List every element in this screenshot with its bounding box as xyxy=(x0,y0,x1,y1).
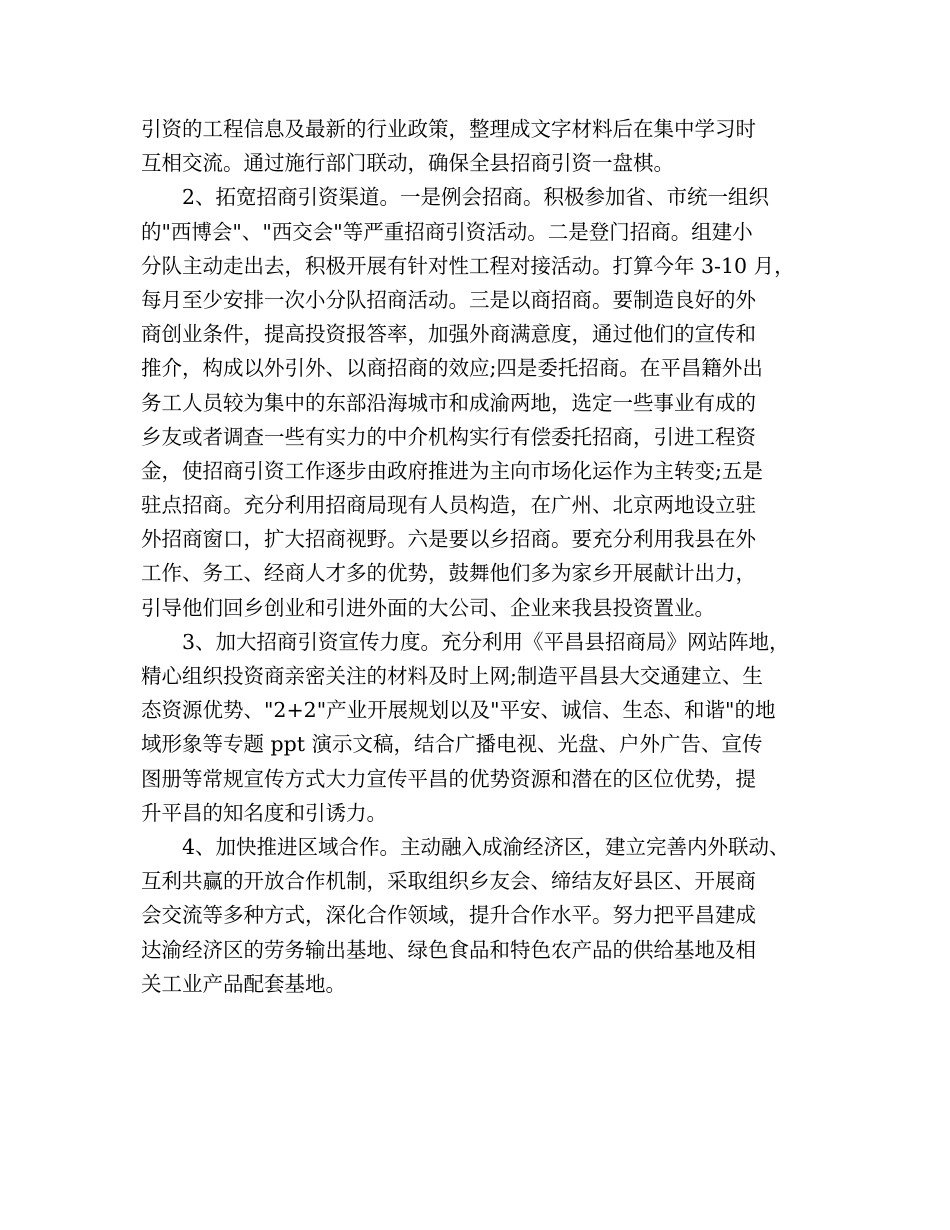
text-line: 互相交流。通过施行部门联动，确保全县招商引资一盘棋。 xyxy=(141,151,674,176)
text-line: 的"西博会"、"西交会"等严重招商引资活动。二是登门招商。组建小 xyxy=(141,219,753,244)
text-line: 会交流等多种方式，深化合作领域，提升合作水平。努力把平昌建成 xyxy=(141,903,756,928)
text-line: 乡友或者调查一些有实力的中介机构实行有偿委托招商，引进工程资 xyxy=(141,424,756,449)
text-line: 每月至少安排一次小分队招商活动。三是以商招商。要制造良好的外 xyxy=(141,287,756,312)
text-line: 升平昌的知名度和引诱力。 xyxy=(141,800,387,825)
text-line: 图册等常规宣传方式大力宣传平昌的优势资源和潜在的区位优势，提 xyxy=(141,766,756,791)
text-line: 金，使招商引资工作逐步由政府推进为主向市场化运作为主转变;五是 xyxy=(141,458,763,483)
text-line: 关工业产品配套基地。 xyxy=(141,971,346,996)
text-line: 3、加大招商引资宣传力度。充分利用《平昌县招商局》网站阵地， xyxy=(182,629,790,654)
text-line: 4、加快推进区域合作。主动融入成渝经济区，建立完善内外联动、 xyxy=(182,834,790,859)
document-body xyxy=(141,112,841,1001)
text-line: 达渝经济区的劳务输出基地、绿色食品和特色农产品的供给基地及相 xyxy=(141,937,756,962)
text-line: 域形象等专题 ppt 演示文稿，结合广播电视、光盘、户外广告、宣传 xyxy=(141,732,763,757)
paragraph-2 xyxy=(141,180,841,624)
text-line: 分队主动走出去，积极开展有针对性工程对接活动。打算今年 3-10 月， xyxy=(141,253,795,278)
text-line: 外招商窗口，扩大招商视野。六是要以乡招商。要充分利用我县在外 xyxy=(141,527,756,552)
text-line: 精心组织投资商亲密关注的材料及时上网;制造平昌县大交通建立、生 xyxy=(141,664,763,688)
text-line: 引导他们回乡创业和引进外面的大公司、企业来我县投资置业。 xyxy=(141,595,715,620)
text-line: 工作、务工、经商人才多的优势，鼓舞他们多为家乡开展献计出力， xyxy=(141,561,756,586)
text-line: 引资的工程信息及最新的行业政策，整理成文字材料后在集中学习时 xyxy=(141,117,756,141)
text-line: 互利共赢的开放合作机制，采取组织乡友会、缔结友好县区、开展商 xyxy=(141,869,756,894)
paragraph-4 xyxy=(141,830,841,1001)
paragraph-3 xyxy=(141,625,841,830)
text-line: 商创业条件，提高投资报答率，加强外商满意度，通过他们的宣传和 xyxy=(141,322,756,347)
text-line: 驻点招商。充分利用招商局现有人员构造，在广州、北京两地设立驻 xyxy=(141,493,756,518)
text-line: 2、拓宽招商引资渠道。一是例会招商。积极参加省、市统一组织 xyxy=(182,185,770,210)
text-line: 务工人员较为集中的东部沿海城市和成渝两地，选定一些事业有成的 xyxy=(141,390,756,415)
paragraph-1 xyxy=(141,112,841,180)
text-line: 推介，构成以外引外、以商招商的效应;四是委托招商。在平昌籍外出 xyxy=(141,356,763,381)
text-line: 态资源优势、"2+2"产业开展规划以及"平安、诚信、生态、和谐"的地 xyxy=(141,698,776,723)
